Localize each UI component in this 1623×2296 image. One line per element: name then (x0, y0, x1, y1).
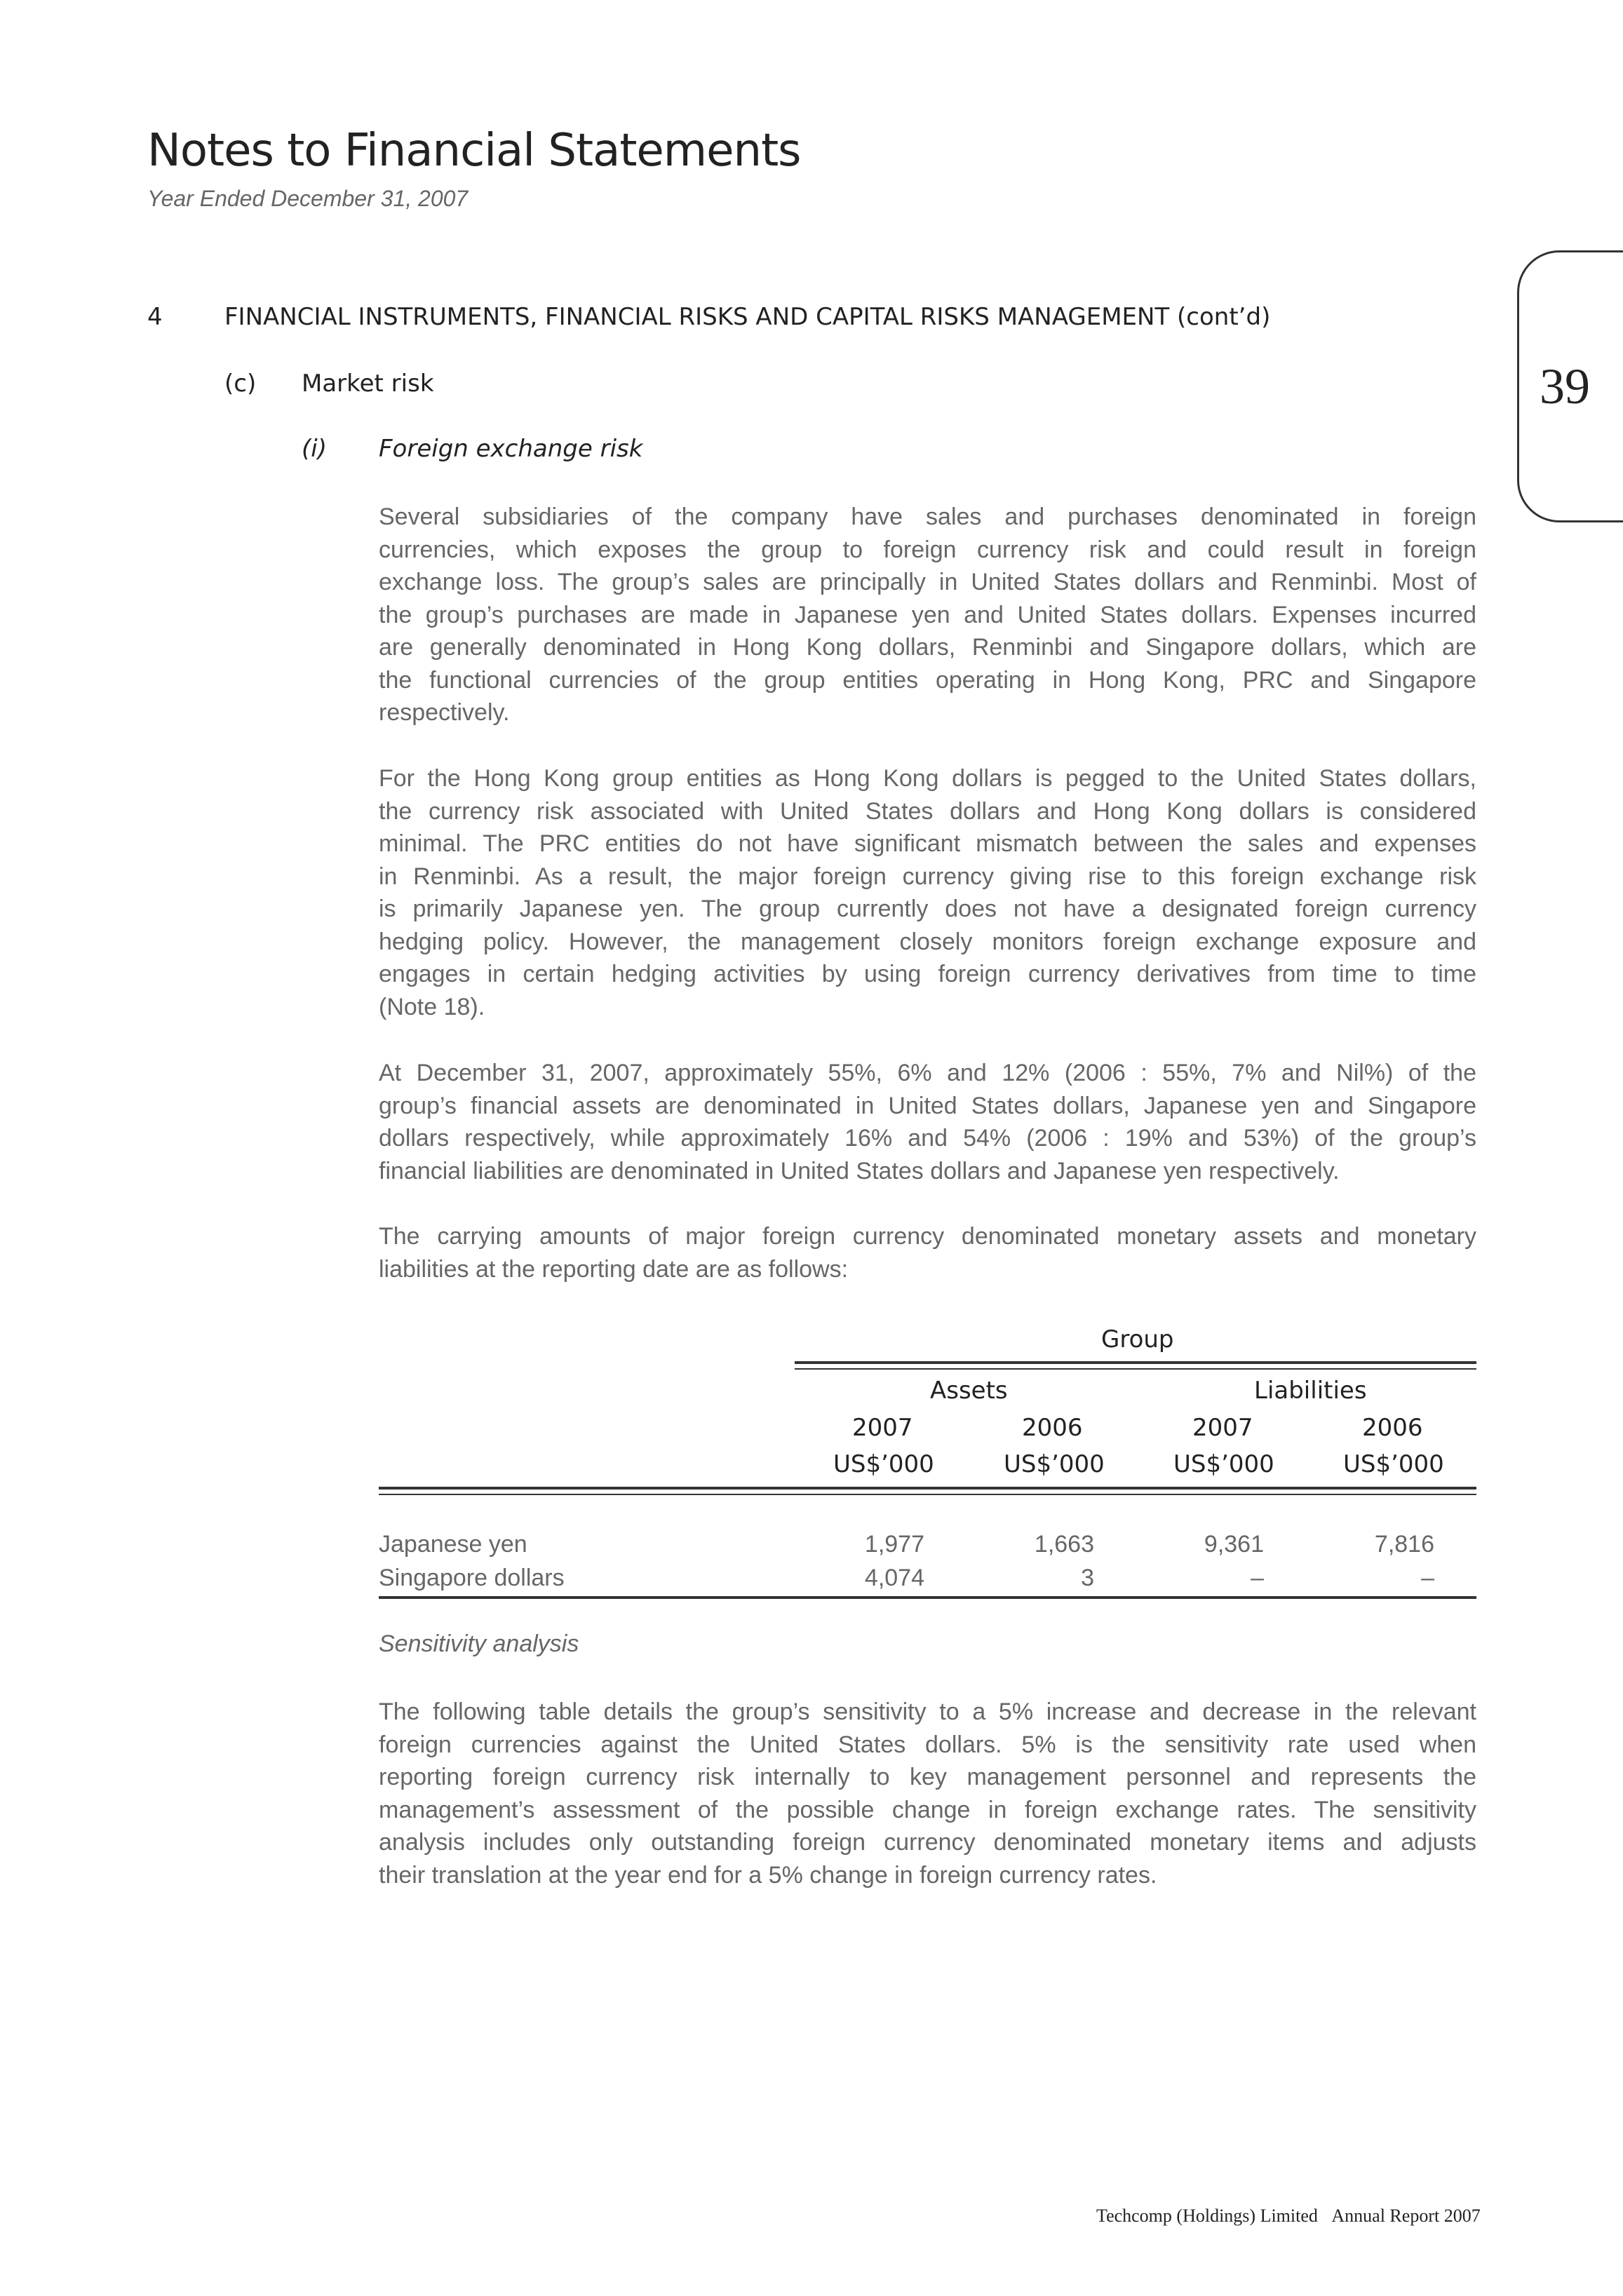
page-title: Notes to Financial Statements (147, 125, 801, 177)
subsubsection-label: (i) (302, 435, 327, 463)
sensitivity-heading: Sensitivity analysis (379, 1630, 579, 1657)
table-year-header: 2007 (1192, 1414, 1253, 1442)
table-cell: 7,816 (1374, 1531, 1434, 1558)
table-cell: 1,977 (864, 1531, 924, 1558)
paragraph-4 (379, 1220, 1476, 1285)
table-row-label: Singapore dollars (379, 1565, 565, 1591)
paragraph-1 (379, 501, 1476, 729)
footer-company: Techcomp (Holdings) Limited (1096, 2206, 1318, 2226)
paragraph-3 (379, 1057, 1476, 1187)
paragraph-line: are generally denominated in Hong Kong dollars, Renminbi and Singapore dollars, which are (379, 634, 1476, 661)
paragraph-line: The following table details the group’s sensitivity to a 5% increase and decrease in the relevant (379, 1699, 1476, 1725)
paragraph-line: At December 31, 2007, approximately 55%, 6% and 12% (2006 : 55%, 7% and Nil%) of the (379, 1060, 1476, 1086)
table-unit-header: US$’000 (1004, 1450, 1105, 1478)
paragraph-line: the group’s purchases are made in Japanese yen and United States dollars. Expenses incurred (379, 601, 1476, 628)
paragraph-line: liabilities at the reporting date are as follows: (379, 1255, 849, 1283)
subsubsection-heading: Foreign exchange risk (379, 435, 643, 463)
paragraph-line: analysis includes only outstanding foreign currency denominated monetary items and adjusts (379, 1829, 1476, 1856)
paragraph-2 (379, 762, 1476, 1023)
page-number: 39 (1540, 358, 1590, 414)
paragraph-line: in Renminbi. As a result, the major foreign currency giving rise to this foreign exchange risk (379, 863, 1476, 890)
paragraph-line: (Note 18). (379, 993, 485, 1020)
table-group-header: Group (1101, 1325, 1174, 1353)
footer-report: Annual Report 2007 (1331, 2206, 1481, 2226)
table-year-header: 2007 (852, 1414, 913, 1442)
paragraph-line: reporting foreign currency risk internally to key management personnel and represents the (379, 1764, 1476, 1790)
subsection-label: (c) (224, 370, 257, 398)
table-rule (379, 1596, 1476, 1599)
paragraph-line: currencies, which exposes the group to foreign currency risk and could result in foreign (379, 536, 1476, 563)
section-heading: FINANCIAL INSTRUMENTS, FINANCIAL RISKS AND CAPITAL RISKS MANAGEMENT (cont’d) (224, 303, 1271, 331)
table-rule (379, 1487, 1476, 1490)
table-year-header: 2006 (1022, 1414, 1083, 1442)
paragraph-line: minimal. The PRC entities do not have significant mismatch between the sales and expenses (379, 830, 1476, 857)
paragraph-line: management’s assessment of the possible change in foreign exchange rates. The sensitivity (379, 1796, 1476, 1823)
table-year-header: 2006 (1362, 1414, 1423, 1442)
sensitivity-paragraph (379, 1696, 1476, 1891)
paragraph-line: hedging policy. However, the management closely monitors foreign exchange exposure and (379, 928, 1476, 955)
paragraph-line: The carrying amounts of major foreign currency denominated monetary assets and monetary (379, 1223, 1476, 1250)
table-cell: – (1251, 1565, 1264, 1591)
paragraph-line: foreign currencies against the United States dollars. 5% is the sensitivity rate used when (379, 1731, 1476, 1758)
paragraph-line: Several subsidiaries of the company have sales and purchases denominated in foreign (379, 504, 1476, 530)
table-unit-header: US$’000 (833, 1450, 934, 1478)
table-assets-header: Assets (930, 1377, 1008, 1405)
table-cell: 9,361 (1204, 1531, 1264, 1558)
paragraph-line: exchange loss. The group’s sales are principally in United States dollars and Renminbi. Most of (379, 569, 1476, 595)
section-number: 4 (147, 303, 163, 331)
paragraph-line: dollars respectively, while approximately 16% and 54% (2006 : 19% and 53%) of the group’s (379, 1125, 1476, 1152)
paragraph-line: financial liabilities are denominated in United States dollars and Japanese yen respectively. (379, 1157, 1340, 1184)
table-unit-header: US$’000 (1343, 1450, 1444, 1478)
table-cell: 4,074 (864, 1565, 924, 1591)
table-unit-header: US$’000 (1173, 1450, 1274, 1478)
page-subtitle: Year Ended December 31, 2007 (147, 186, 469, 211)
paragraph-line: is primarily Japanese yen. The group currently does not have a designated foreign currency (379, 896, 1476, 922)
paragraph-line: For the Hong Kong group entities as Hong Kong dollars is pegged to the United States dollars, (379, 765, 1476, 792)
table-cell: 1,663 (1034, 1531, 1094, 1558)
table-cell: – (1421, 1565, 1434, 1591)
footer (1096, 2206, 1481, 2227)
paragraph-line: the functional currencies of the group entities operating in Hong Kong, PRC and Singapore (379, 666, 1476, 694)
paragraph-line: the currency risk associated with United States dollars and Hong Kong dollars is considered (379, 797, 1476, 825)
paragraph-line: engages in certain hedging activities by using foreign currency derivatives from time to time (379, 961, 1476, 987)
table-cell: 3 (1081, 1565, 1094, 1591)
table-liabilities-header: Liabilities (1254, 1377, 1367, 1405)
table-rule (379, 1494, 1476, 1495)
paragraph-line: their translation at the year end for a 5% change in foreign currency rates. (379, 1861, 1157, 1889)
table-rule (795, 1368, 1476, 1370)
table-row-label: Japanese yen (379, 1531, 527, 1558)
subsection-heading: Market risk (302, 370, 434, 398)
paragraph-line: group’s financial assets are denominated in United States dollars, Japanese yen and Singapore (379, 1092, 1476, 1119)
paragraph-line: respectively. (379, 699, 510, 726)
table-rule (795, 1361, 1476, 1364)
